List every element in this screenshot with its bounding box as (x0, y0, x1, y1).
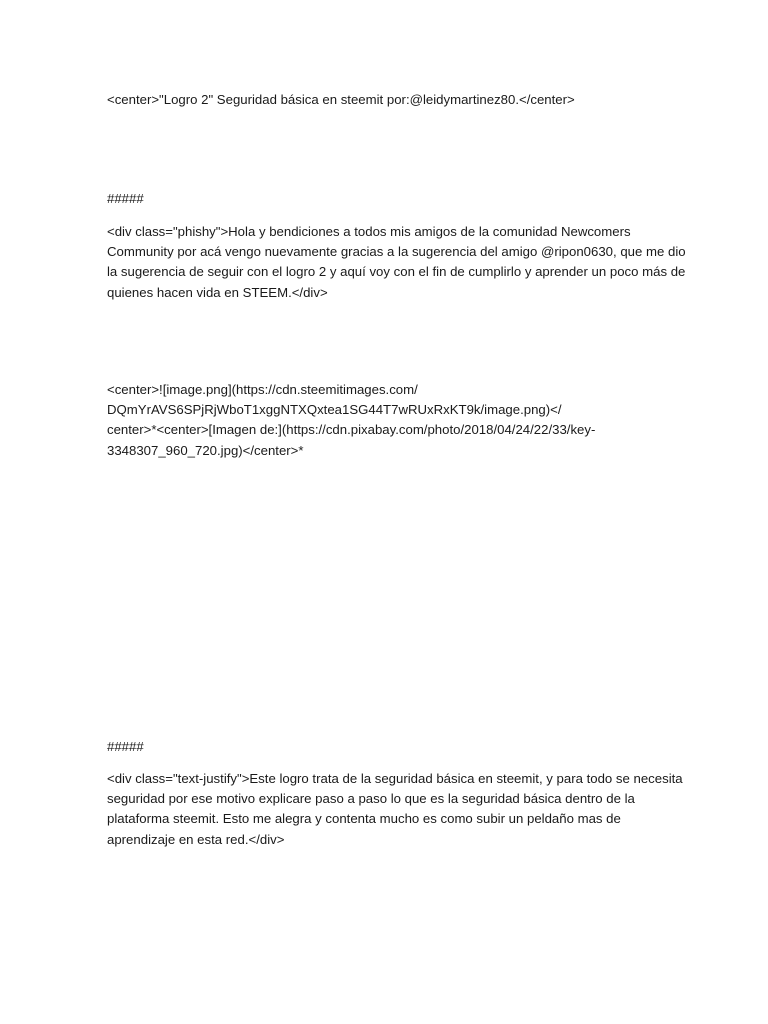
title-text: <center>"Logro 2" Seguridad básica en steemit por:@leidymartinez80.</center> (107, 92, 575, 107)
paragraph-security (107, 769, 683, 850)
image-markup-line: center>*<center>[Imagen de:](https://cdn.pixabay.com/photo/2018/04/24/22/33/key- (107, 422, 596, 438)
paragraph-line: plataforma steemit. Esto me alegra y contenta mucho es como subir un peldaño mas de (107, 811, 621, 827)
heading-marker-2 (107, 737, 667, 757)
image-markup (107, 380, 667, 461)
paragraph-line: seguridad por ese motivo explicare paso a paso lo que es la seguridad básica dentro de la (107, 791, 635, 807)
image-markup-line: 3348307_960_720.jpg)</center>* (107, 442, 304, 458)
paragraph-line: aprendizaje en esta red.</div> (107, 831, 285, 847)
image-markup-line: DQmYrAVS6SPjRjWboT1xggNTXQxtea1SG44T7wRUxRxKT9k/image.png)</ (107, 402, 562, 418)
heading-marker-1 (107, 189, 667, 209)
heading-marker-text: ##### (107, 739, 144, 754)
paragraph-line: <div class="text-justify">Este logro trata de la seguridad básica en steemit, y para todo se necesita (107, 771, 683, 786)
image-markup-line: <center>![image.png](https://cdn.steemitimages.com/ (107, 382, 418, 397)
paragraph-greeting (107, 222, 686, 303)
paragraph-line: Community por acá vengo nuevamente gracias a la sugerencia del amigo @ripon0630, que me dio (107, 244, 686, 260)
title-line (107, 90, 667, 110)
paragraph-line: quienes hacen vida en STEEM.</div> (107, 284, 328, 300)
paragraph-line: la sugerencia de seguir con el logro 2 y aquí voy con el fin de cumplirlo y aprender un poco más de (107, 264, 686, 280)
heading-marker-text: ##### (107, 191, 144, 206)
paragraph-line: <div class="phishy">Hola y bendiciones a todos mis amigos de la comunidad Newcomers (107, 224, 631, 239)
